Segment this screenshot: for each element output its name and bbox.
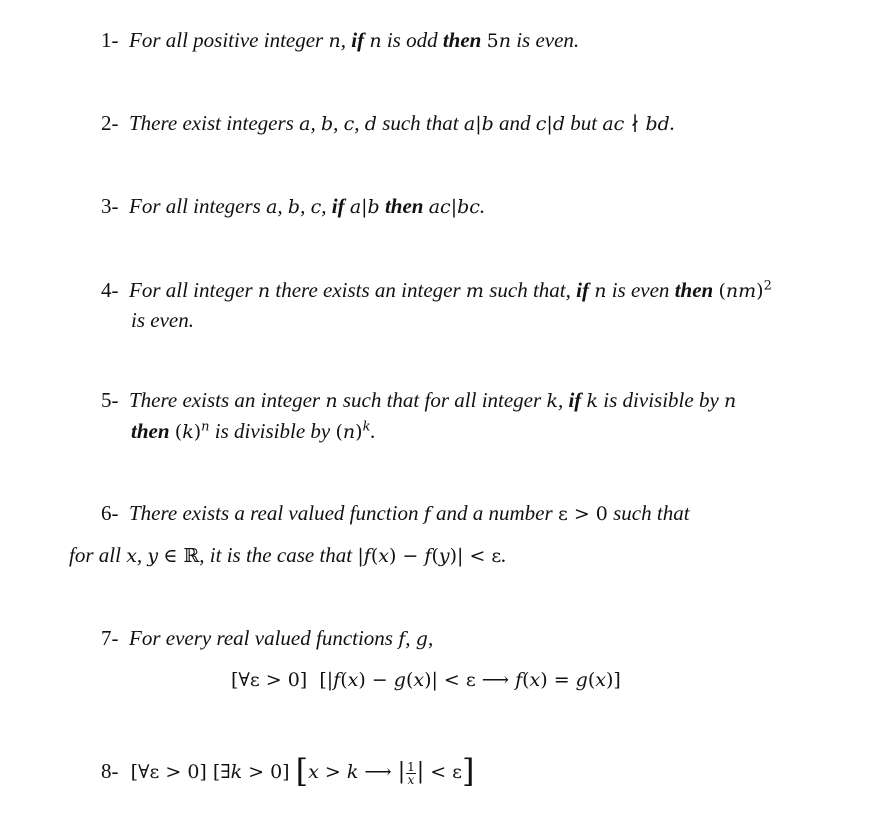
item-number: 7- (101, 626, 119, 650)
item-number: 1- (101, 28, 119, 52)
item-number: 2- (101, 111, 119, 135)
statement-6: 6- There exists a real valued function f and a number ε > 0 such that (101, 501, 690, 525)
statement-6-continued: for all x, y ∈ ℝ, it is the case that |f(x) − f(y)| < ε. (69, 543, 507, 567)
statement-5: 5- There exists an integer n such that for all integer k, if k is divisible by n (101, 388, 737, 412)
statement-2: 2- There exist integers a, b, c, d such that a|b and c|d but ac ∤ bd. (101, 111, 676, 135)
statement-1: 1- For all positive integer n, if n is odd then 5n is even. (101, 28, 580, 52)
statement-8: 8- [∀ε > 0] [∃k > 0] [x > k ⟶ | $\frac{1}{x}$ | < ε] (101, 752, 475, 790)
statement-7-formula: [∀ε > 0] [|f(x) − g(x)| < ε ⟶ f(x) = g(x)] (231, 669, 621, 691)
item-number: 5- (101, 388, 119, 412)
statement-4-continued: is even. (131, 308, 194, 332)
item-number: 8- (101, 759, 119, 783)
item-number: 4- (101, 278, 119, 302)
item-number: 3- (101, 194, 119, 218)
statement-7: 7- For every real valued functions f, g, (101, 626, 434, 650)
statement-4: 4- For all integer n there exists an integer m such that, if n is even then (nm)$^2$ (101, 278, 772, 302)
statement-5-continued: then $(k)^n$ is divisible by $(n)^k$. (131, 419, 376, 443)
statement-3: 3- For all integers a, b, c, if a|b then ac|bc. (101, 194, 486, 218)
item-number: 6- (101, 501, 119, 525)
